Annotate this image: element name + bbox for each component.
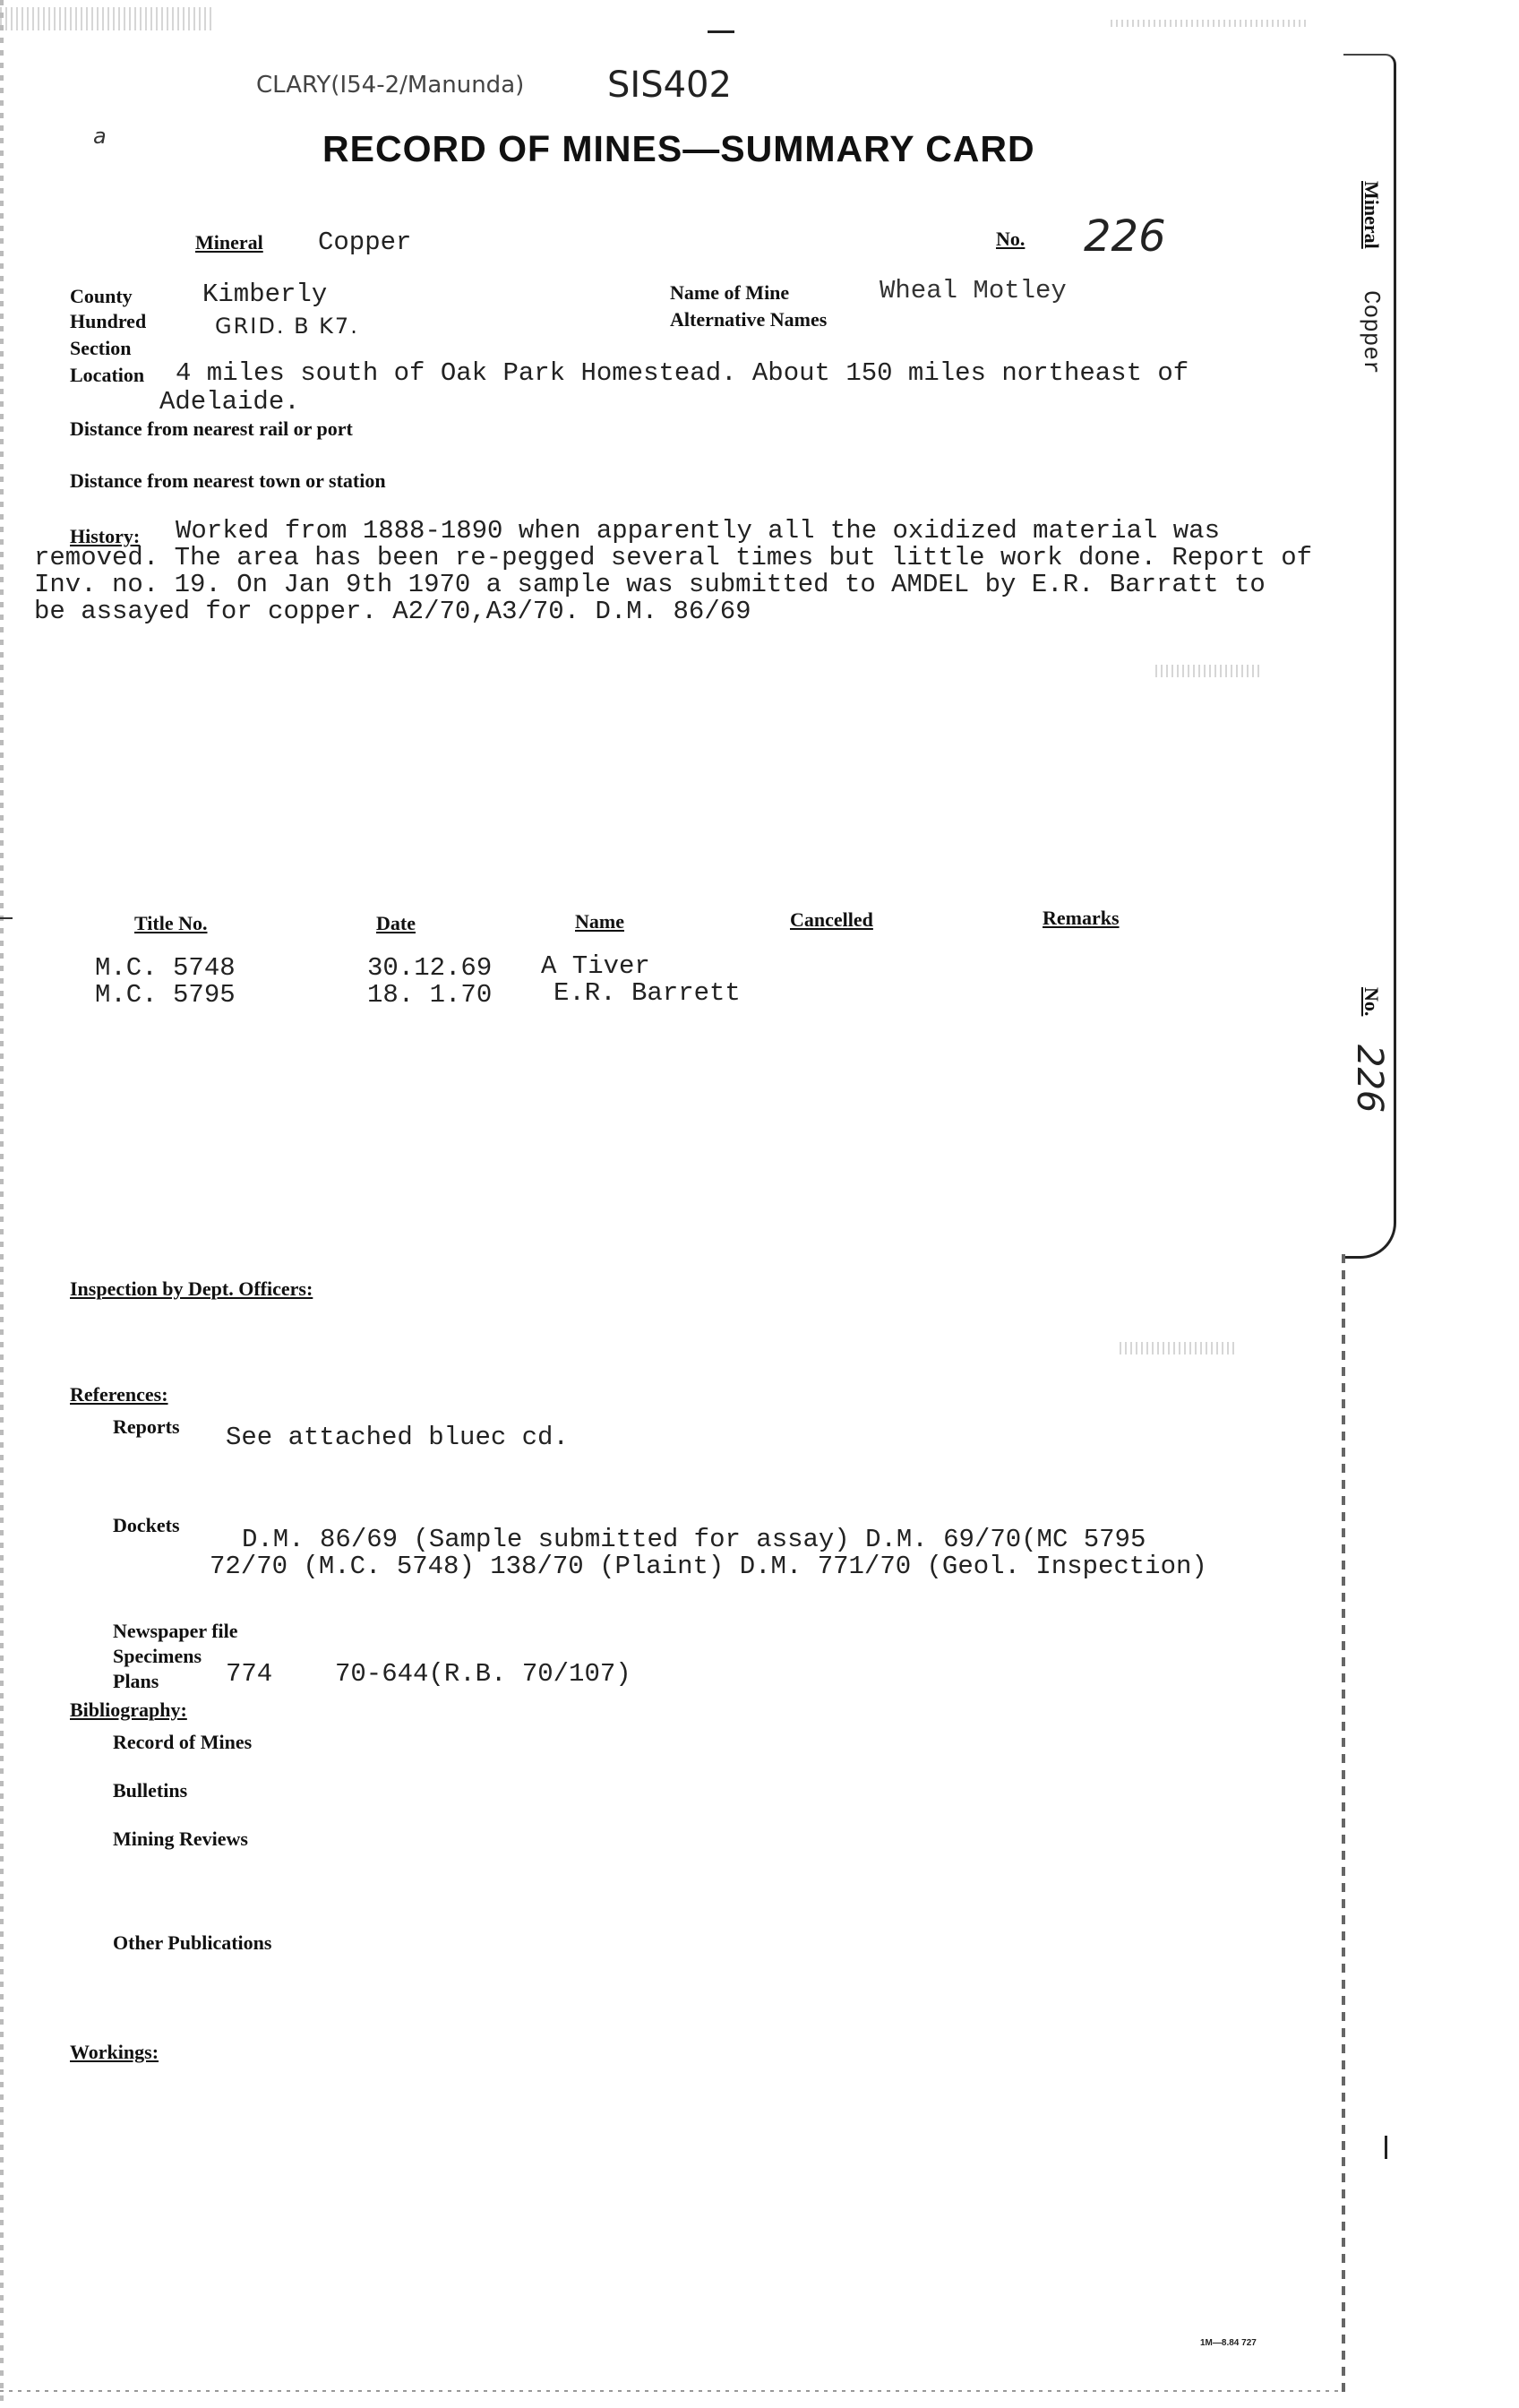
table-row-1-name: A Tiver [541,951,650,981]
history-line-4: be assayed for copper. A2/70,A3/70. D.M. 86/69 [34,597,751,626]
bibliography-label: Bibliography: [70,1698,187,1721]
mining-reviews-label: Mining Reviews [113,1828,248,1850]
inspection-label: Inspection by Dept. Officers: [70,1277,313,1300]
plans-label: Plans [113,1670,159,1692]
table-row-1-date: 30.12.69 [367,953,493,983]
bottom-edge [0,2390,1343,2392]
history-line-3: Inv. no. 19. On Jan 9th 1970 a sample was submitted to AMDEL by E.R. Barratt to [34,570,1266,599]
cancelled-header: Cancelled [790,908,873,931]
card-number-value: 226 [1084,211,1166,262]
card-number-label: No. [996,228,1026,250]
name-of-mine-value: Wheal Motley [880,276,1067,305]
location-label: Location [70,364,145,386]
top-dash [708,30,734,33]
history-line-2: removed. The area has been re-pegged several times but little work done. Report of [34,543,1313,572]
history-line-1: Worked from 1888-1890 when apparently all the oxidized material was [176,516,1220,546]
hundred-value: GRID. B K7. [215,314,359,339]
newspaper-file-label: Newspaper file [113,1620,238,1642]
distance-town-label: Distance from nearest town or station [70,469,386,492]
history-label: History: [70,525,141,547]
location-line-1: 4 miles south of Oak Park Homestead. About 150 miles northeast of [176,358,1189,388]
table-row-2-name: E.R. Barrett [554,978,741,1008]
other-publications-label: Other Publications [113,1931,272,1954]
specimens-label: Specimens [113,1645,202,1667]
name-header: Name [575,910,624,933]
index-tab [1343,54,1396,1259]
dockets-line-2: 72/70 (M.C. 5748) 138/70 (Plaint) D.M. 771/70 (Geol. Inspection) [210,1552,1207,1581]
scan-noise-mid [1155,665,1263,677]
table-row-2-title-no: M.C. 5795 [95,980,236,1010]
county-value: Kimberly [202,280,328,309]
tab-mineral-value: Copper [1358,290,1385,374]
page-right-edge [1342,1254,1345,2392]
reports-value: See attached bluec cd. [226,1423,569,1452]
scan-edge [0,0,4,2408]
table-row-2-date: 18. 1.70 [367,980,493,1010]
scan-noise-lower [1120,1342,1236,1354]
hundred-label: Hundred [70,310,147,332]
plans-value-2: 70-644(R.B. 70/107) [335,1659,631,1689]
edge-tick [1385,2136,1387,2159]
bulletins-label: Bulletins [113,1779,188,1802]
section-label: Section [70,337,132,359]
left-tick [0,917,13,919]
remarks-header: Remarks [1043,907,1120,929]
scan-noise-top-left [0,7,215,30]
distance-rail-label: Distance from nearest rail or port [70,417,353,440]
stamp-code: SIS402 [607,64,732,106]
references-label: References: [70,1383,168,1406]
corner-mark: a [93,124,107,149]
date-header: Date [376,912,416,934]
name-of-mine-label: Name of Mine [670,281,790,304]
tab-number-value: 226 [1349,1045,1390,1114]
tab-mineral-label: Mineral [1360,181,1383,249]
reports-label: Reports [113,1415,180,1438]
dockets-label: Dockets [113,1514,180,1536]
record-of-mines-label: Record of Mines [113,1731,253,1753]
title-no-header: Title No. [134,912,208,934]
footer-code: 1M—8.84 727 [1200,2338,1257,2348]
scan-noise-top-right [1111,20,1308,27]
mineral-value: Copper [318,228,412,257]
page-title: RECORD OF MINES—SUMMARY CARD [322,128,1035,169]
location-line-2: Adelaide. [159,387,300,417]
mineral-label: Mineral [195,231,263,254]
plans-value-1: 774 [226,1659,273,1689]
workings-label: Workings: [70,2041,159,2063]
file-reference: CLARY(I54-2/Manunda) [256,72,525,99]
tab-number-label: No. [1360,987,1383,1017]
table-row-1-title-no: M.C. 5748 [95,953,236,983]
county-label: County [70,285,133,307]
alternative-names-label: Alternative Names [670,308,828,331]
dockets-line-1: D.M. 86/69 (Sample submitted for assay) D.M. 69/70(MC 5795 [242,1525,1146,1554]
